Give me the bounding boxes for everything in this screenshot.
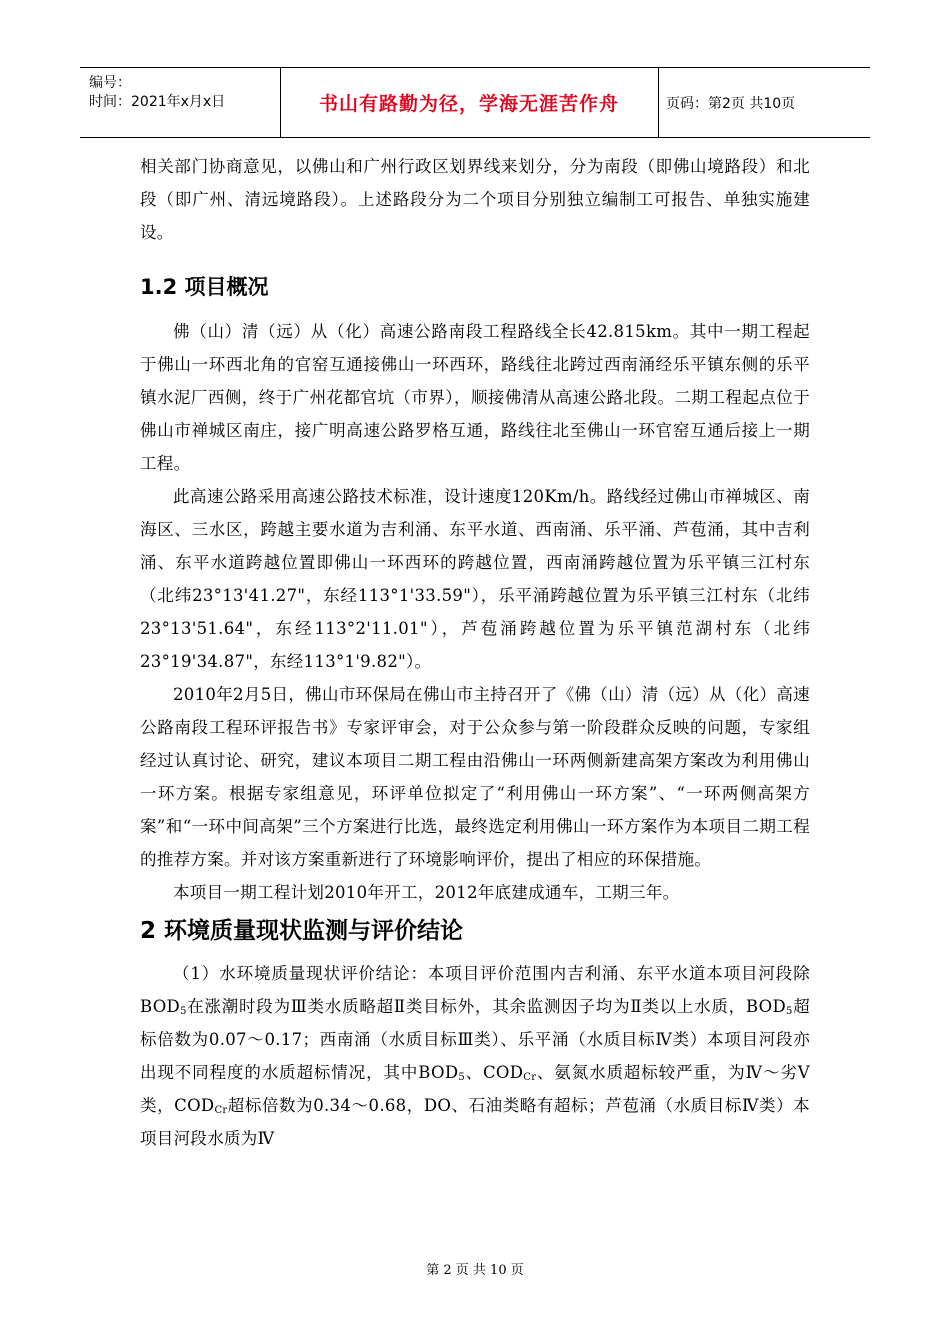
water-quality-text-3: 超标倍数为0.07～0.17；西南涌（水质目标Ⅲ类）、乐平涌（水质目标Ⅳ类）本项目河段亦出现不同程度的水质超标情况，其中BOD	[140, 997, 810, 1082]
section-heading-1-2: 1.2 项目概况	[140, 275, 269, 299]
paragraph-intro: 相关部门协商意见，以佛山和广州行政区划界线来划分，分为南段（即佛山境路段）和北段（即广州、清远境路段）。上述路段分为二个项目分别独立编制工可报告、单独实施建设。	[140, 157, 810, 242]
water-quality-text-1: （1）水环境质量现状评价结论：本项目评价范围内吉利涌、东平水道本项目河段除BOD	[140, 964, 810, 1016]
paragraph-project-overview-4: 本项目一期工程计划2010年开工，2012年底建成通车，工期三年。	[173, 883, 680, 902]
subscript-cr: Cr	[523, 1072, 537, 1083]
page-footer: 第 2 页 共 10 页	[426, 1263, 524, 1278]
document-body	[140, 150, 810, 1155]
water-quality-text-6: 超标倍数为0.34～0.68，DO、石油类略有超标；芦苞涌（水质目标Ⅳ类）本项目河段水质为Ⅳ	[140, 1096, 810, 1148]
page-header	[80, 67, 870, 138]
water-quality-text-4: 、COD	[465, 1063, 524, 1082]
subscript-cr: Cr	[214, 1105, 228, 1116]
water-quality-text-5: 、氨氮水质超标较严重，为Ⅳ～劣Ⅴ类，COD	[140, 1063, 810, 1115]
document-number-label: 编号：	[89, 75, 131, 91]
paragraph-project-overview-2: 此高速公路采用高速公路技术标准，设计速度120Km/h。路线经过佛山市禅城区、南海区、三水区，跨越主要水道为吉利涌、东平水道、西南涌、乐平涌、芦苞涌，其中吉利涌、东平水道跨越位置即佛山一环西环的跨越位置，西南涌跨越位置为乐平镇三江村东（北纬23°13'41.27"，东经113°1'33.59"），乐平涌跨越位置为乐平镇三江村东（北纬23°13'51.64"，东经113°2'11.01"），芦苞涌跨越位置为乐平镇范湖村东（北纬23°19'34.87"，东经113°1'9.82"）。	[140, 487, 810, 671]
paragraph-water-quality	[140, 957, 810, 1155]
subscript-5: 5	[180, 1006, 187, 1017]
paragraph-project-overview-3: 2010年2月5日，佛山市环保局在佛山市主持召开了《佛（山）清（远）从（化）高速公路南段工程环评报告书》专家评审会，对于公众参与第一阶段群众反映的问题，专家组经过认真讨论、研究，建议本项目二期工程由沿佛山一环两侧新建高架方案改为利用佛山一环方案。根据专家组意见，环评单位拟定了“利用佛山一环方案”、“一环两侧高架方案”和“一环中间高架”三个方案进行比选，最终选定利用佛山一环方案作为本项目二期工程的推荐方案。并对该方案重新进行了环境影响评价，提出了相应的环保措施。	[140, 685, 810, 869]
subscript-5: 5	[786, 1006, 793, 1017]
paragraph-project-overview-1: 佛（山）清（远）从（化）高速公路南段工程路线全长42.815km。其中一期工程起于佛山一环西北角的官窑互通接佛山一环西环，路线往北跨过西南涌经乐平镇东侧的乐平镇水泥厂西侧，终于广州花都官坑（市界），顺接佛清从高速公路北段。二期工程起点位于佛山市禅城区南庄，接广明高速公路罗格互通，路线往北至佛山一环官窑互通后接上一期工程。	[140, 322, 810, 473]
water-quality-text-2: 在涨潮时段为Ⅲ类水质略超Ⅱ类目标外，其余监测因子均为Ⅱ类以上水质，BOD	[186, 997, 787, 1016]
subscript-5: 5	[458, 1072, 466, 1083]
header-meta	[80, 68, 281, 137]
header-motto: 书山有路勤为径，学海无涯苦作舟	[280, 68, 659, 137]
header-page-info: 页码：第2页 共10页	[666, 95, 796, 112]
document-date-label: 时间：2021年x月x日	[89, 94, 226, 110]
section-heading-2: 2 环境质量现状监测与评价结论	[140, 918, 464, 944]
